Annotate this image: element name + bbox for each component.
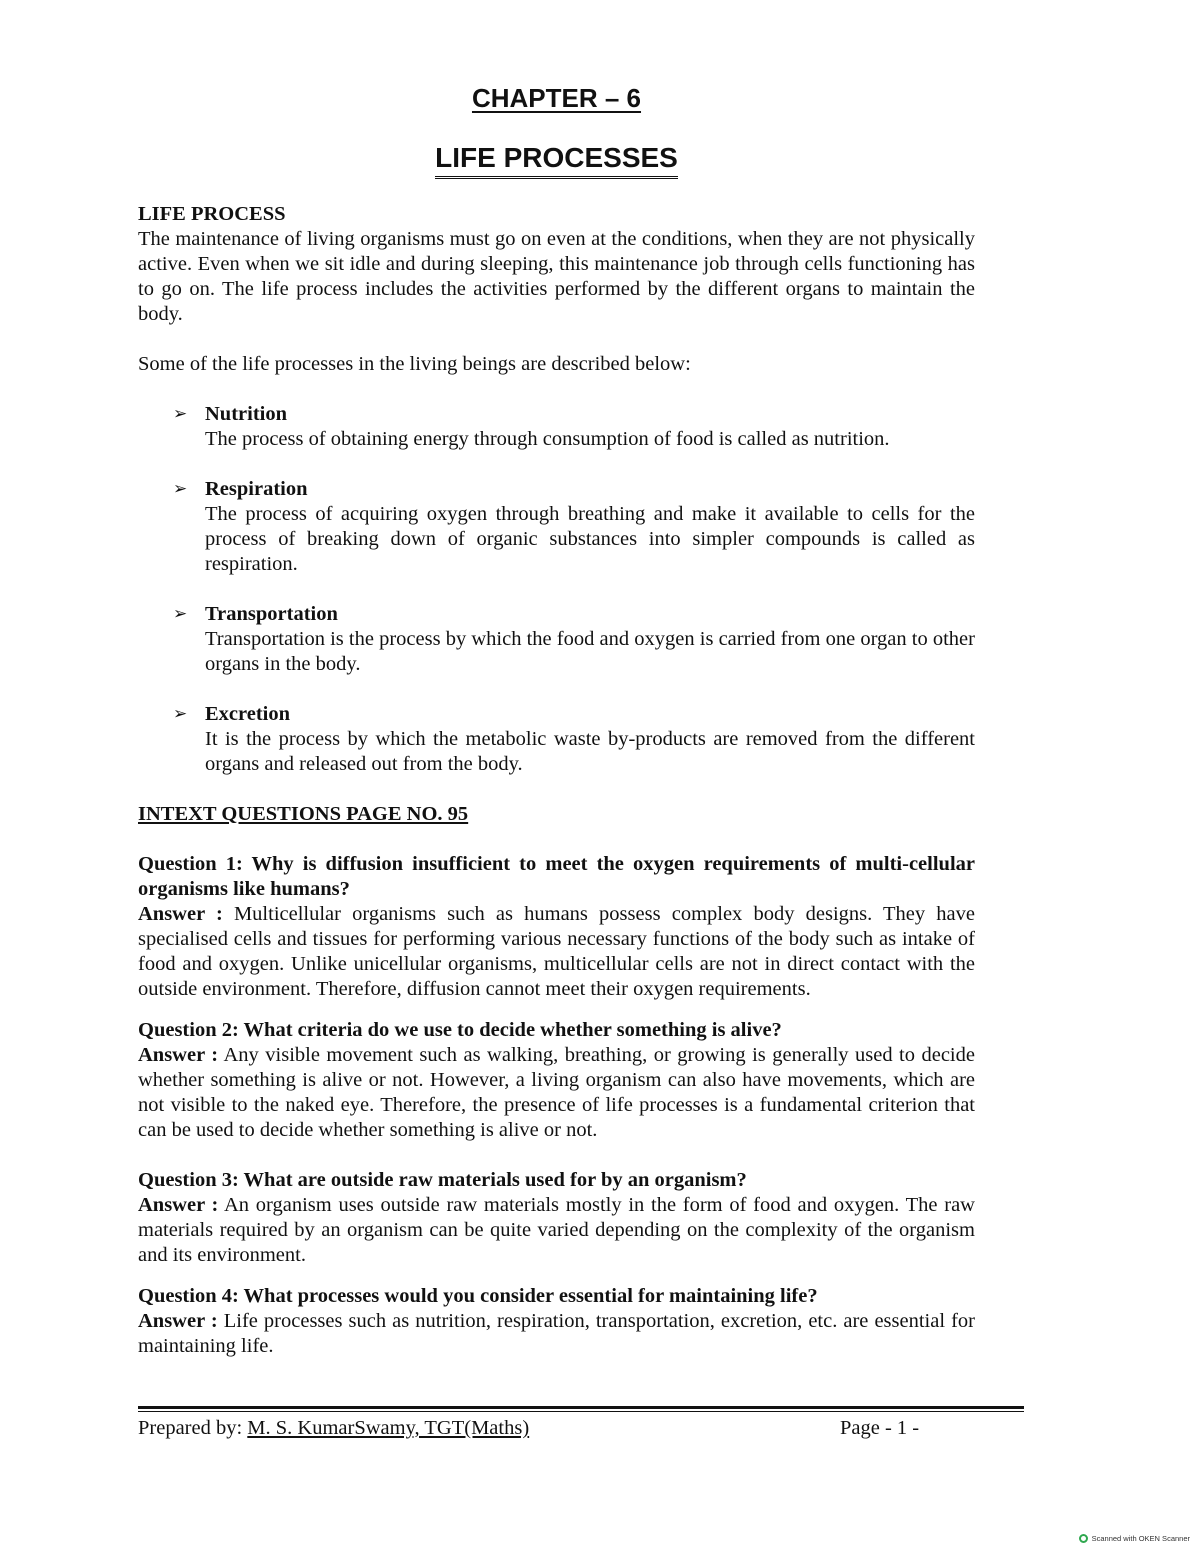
bullet-item-nutrition (138, 402, 975, 452)
question-block-1 (138, 852, 975, 1002)
question-block-3 (138, 1168, 975, 1268)
bullet-text: It is the process by which the metabolic waste by-products are removed from the different organs and released out from the body. (205, 728, 975, 775)
bullet-list (138, 402, 975, 777)
bullet-text: The process of obtaining energy through consumption of food is called as nutrition. (205, 428, 890, 450)
life-process-paragraph: The maintenance of living organisms must go on even at the conditions, when they are not physically active. Even when we sit idle and during sleeping, this maintenance job through cells functioning has to go on. The life process includes the activities performed by the different organs to maintain the body. (138, 228, 975, 325)
scanner-logo-icon (1079, 1534, 1088, 1543)
answer-label: Answer : (138, 903, 223, 925)
question-text: Question 3: What are outside raw materials used for by an organism? (138, 1169, 747, 1191)
footer-divider-thick (138, 1406, 1024, 1409)
answer-text (138, 902, 975, 1002)
scanner-watermark-text: Scanned with OKEN Scanner (1091, 1534, 1190, 1543)
answer-label: Answer : (138, 1194, 219, 1216)
bullet-item-excretion (138, 702, 975, 777)
answer-body: An organism uses outside raw materials mostly in the form of food and oxygen. The raw materials required by an organism can be quite varied depending on the complexity of the organism and its environment. (138, 1194, 975, 1266)
answer-text (138, 1193, 975, 1268)
bullet-item-transportation (138, 602, 975, 677)
title-wrap (138, 141, 975, 179)
chapter-heading: CHAPTER – 6 (471, 83, 642, 113)
page-title: LIFE PROCESSES (435, 141, 678, 179)
answer-body: Life processes such as nutrition, respiration, transportation, excretion, etc. are essential for maintaining life. (138, 1310, 975, 1357)
life-process-intro: Some of the life processes in the living beings are described below: (138, 353, 691, 375)
answer-label: Answer : (138, 1044, 219, 1066)
intext-heading: INTEXT QUESTIONS PAGE NO. 95 (138, 803, 469, 825)
bullet-title: Nutrition (205, 403, 287, 425)
content (138, 202, 975, 1375)
footer-author: M. S. KumarSwamy, TGT(Maths) (247, 1417, 530, 1439)
footer-credit (138, 1416, 529, 1441)
arrowhead-bullet-icon: ➢ (173, 704, 188, 724)
answer-body: Any visible movement such as walking, breathing, or growing is generally used to decide whether something is alive or not. However, a living organism can also have movements, which are not visible to the naked eye. Therefore, the presence of life processes is a fundamental criterion that can be used to decide whether something is alive or not. (138, 1044, 975, 1141)
arrowhead-bullet-icon: ➢ (173, 604, 188, 624)
question-block-4 (138, 1284, 975, 1359)
bullet-title: Respiration (205, 478, 308, 500)
footer-prepared-label: Prepared by: (138, 1417, 243, 1439)
answer-label: Answer : (138, 1310, 218, 1332)
life-process-heading: LIFE PROCESS (138, 203, 286, 225)
answer-text (138, 1309, 975, 1359)
arrowhead-bullet-icon: ➢ (173, 479, 188, 499)
bullet-text: The process of acquiring oxygen through breathing and make it available to cells for the process of breaking down of organic substances into simpler compounds is called as respiration. (205, 503, 975, 575)
arrowhead-bullet-icon: ➢ (173, 404, 188, 424)
question-block-2 (138, 1018, 975, 1143)
footer-divider-thin (138, 1411, 1024, 1412)
bullet-text: Transportation is the process by which the food and oxygen is carried from one organ to other organs in the body. (205, 628, 975, 675)
bullet-title: Transportation (205, 603, 338, 625)
page-number: Page - 1 - (840, 1417, 920, 1439)
scanner-watermark (1079, 1534, 1190, 1543)
bullet-item-respiration (138, 477, 975, 577)
answer-body: Multicellular organisms such as humans possess complex body designs. They have specialised cells and tissues for performing various necessary functions of the body such as intake of food and oxygen. Unlike unicellular organisms, multicellular cells are not in direct contact with the outside environment. Therefore, diffusion cannot meet their oxygen requirements. (138, 903, 975, 1000)
question-text: Question 1: Why is diffusion insufficient to meet the oxygen requirements of multi-cellular organisms like humans? (138, 853, 975, 900)
bullet-title: Excretion (205, 703, 291, 725)
question-text: Question 2: What criteria do we use to decide whether something is alive? (138, 1019, 782, 1041)
answer-text (138, 1043, 975, 1143)
question-text: Question 4: What processes would you consider essential for maintaining life? (138, 1285, 818, 1307)
